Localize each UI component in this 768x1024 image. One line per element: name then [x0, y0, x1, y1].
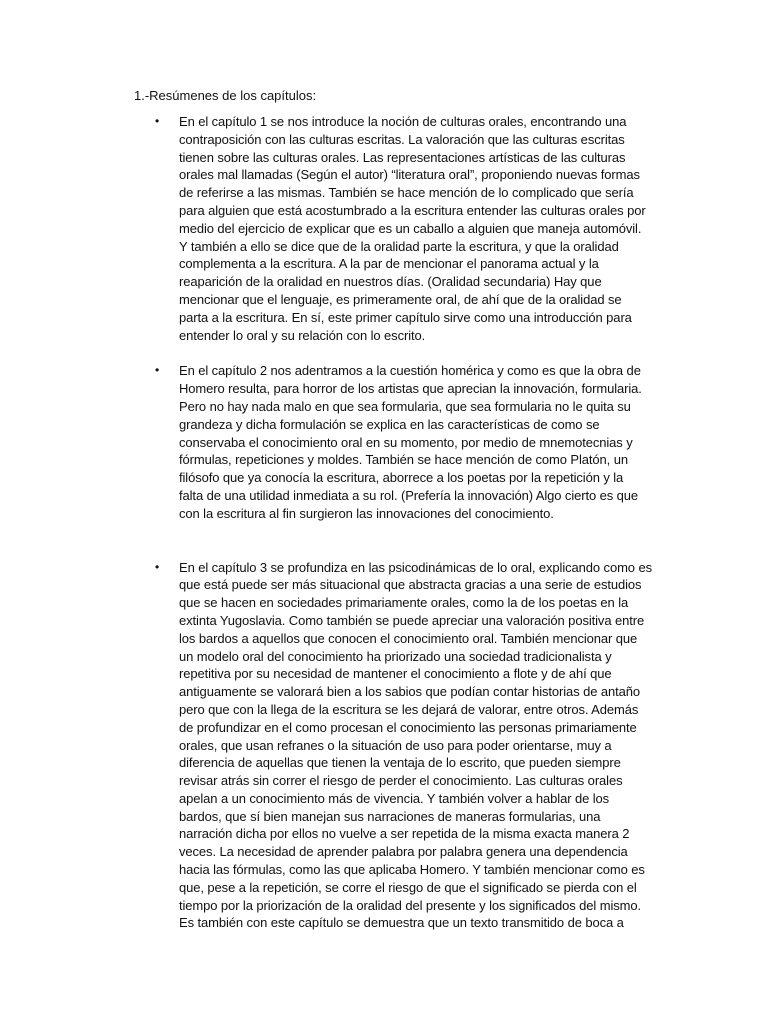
text-line: un modelo oral del conocimiento ha priorizado una sociedad tradicionalista y	[179, 648, 612, 664]
text-line: Y también a ello se dice que de la oralidad parte la escritura, y que la oralidad	[179, 238, 619, 254]
text-line: narración dicha por ellos no vuelve a ser repetida de la misma exacta manera 2	[179, 826, 630, 842]
text-line: conservaba el conocimiento oral en su momento, por medio de mnemotecnias y	[179, 434, 633, 450]
bullet-icon: •	[155, 114, 160, 128]
chapter-3-summary	[155, 559, 665, 933]
bullet-icon: •	[155, 559, 160, 574]
text-line: orales mal llamadas (Según el autor) “literatura oral”, proponiendo nuevas formas	[179, 167, 640, 183]
paragraph-text	[179, 362, 665, 522]
text-line: Es también con este capítulo se demuestra que un texto transmitido de boca a	[179, 915, 624, 931]
chapter-summary-list	[155, 113, 665, 932]
text-line: contraposición con las culturas escritas. La valoración que las culturas escritas	[179, 131, 625, 147]
text-line: fórmulas, repeticiones y moldes. También se hace mención de como Platón, un	[179, 452, 628, 468]
text-line: orales, que usan refranes o la situación de uso para poder orientarse, muy a	[179, 737, 612, 753]
text-line: de referirse a las mismas. También se hace mención de lo complicado que sería	[179, 185, 634, 201]
text-line: que se hacen en sociedades primariamente orales, como la de los poetas en la	[179, 595, 629, 611]
text-line: filósofo que ya conocía la escritura, aborrece a los poetas por la repetición y la	[179, 470, 624, 486]
text-line: grandeza y dicha formulación se explica en las características de como se	[179, 416, 600, 432]
text-line: extinta Yugoslavia. Como también se puede apreciar una valoración positiva entre	[179, 612, 645, 628]
chapter-1-summary	[155, 113, 665, 344]
text-line: reaparición de la oralidad en nuestros días. (Oralidad secundaria) Hay que	[179, 274, 602, 290]
text-line: tiempo por la priorización de la oralidad del presente y los significados del mismo.	[179, 897, 642, 913]
text-line: medio del ejercicio de explicar que es un caballo a alguien que maneja automóvil.	[179, 220, 642, 236]
text-line: revisar atrás sin correr el riesgo de perder el conocimiento. Las culturas orales	[179, 773, 623, 789]
text-line: los bardos a aquellos que conocen el conocimiento oral. También mencionar que	[179, 630, 638, 646]
text-line: de profundizar en el como procesan el conocimiento las personas primariamente	[179, 719, 637, 735]
text-line: antiguamente se valorará bien a los sabios que podían contar historias de antaño	[179, 684, 641, 700]
text-line: apelan a un conocimiento más de vivencia. Y también volver a hablar de los	[179, 790, 610, 806]
text-line: entender lo oral y su relación con lo escrito.	[179, 327, 426, 343]
text-line: repetitiva por su necesidad de mantener el conocimiento a flote y de ahí que	[179, 666, 612, 682]
text-line: Homero resulta, para horror de los artistas que aprecian la innovación, formularia.	[179, 381, 642, 397]
text-line: Pero no hay nada malo en que sea formularia, que sea formularia no le quita su	[179, 398, 631, 414]
text-line: En el capítulo 1 se nos introduce la noción de culturas orales, encontrando una	[179, 114, 627, 129]
chapter-2-summary	[155, 362, 665, 522]
text-line: complementa a la escritura. A la par de mencionar el panorama actual y la	[179, 256, 599, 272]
text-line: falta de una utilidad inmediata a su rol. (Prefería la innovación) Algo cierto es que	[179, 487, 639, 503]
text-line: tienen sobre las culturas orales. Las representaciones artísticas de las culturas	[179, 149, 626, 165]
text-line: En el capítulo 2 nos adentramos a la cuestión homérica y como es que la obra de	[179, 363, 641, 379]
text-line: que, pese a la repetición, se corre el riesgo de que el significado se pierda con el	[179, 879, 637, 895]
text-line: En el capítulo 3 se profundiza en las psicodinámicas de lo oral, explicando como es	[179, 559, 652, 575]
text-line: que está puede ser más situacional que abstracta gracias a una serie de estudios	[179, 577, 642, 593]
paragraph-text	[179, 113, 665, 344]
text-line: para alguien que está acostumbrado a la escritura entender las culturas orales por	[179, 202, 646, 218]
bullet-icon: •	[155, 363, 160, 378]
paragraph-text	[179, 559, 665, 933]
text-line: pero que con la llega de la escritura se les dejará de valorar, entre otros. Además	[179, 701, 639, 717]
section-heading: 1.-Resúmenes de los capítulos:	[134, 88, 317, 103]
text-line: veces. La necesidad de aprender palabra por palabra genera una dependencia	[179, 844, 628, 860]
text-line: con la escritura al fin surgieron las innovaciones del conocimiento.	[179, 505, 554, 521]
text-line: parta a la escritura. En sí, este primer capítulo sirve como una introducción para	[179, 309, 632, 325]
text-line: mencionar que el lenguaje, es primeramente oral, de ahí que de la oralidad se	[179, 291, 622, 307]
text-line: bardos, que sí bien manejan sus narraciones de maneras formularias, una	[179, 808, 601, 824]
text-line: diferencia de aquellas que tienen la ventaja de lo escrito, que pueden siempre	[179, 755, 621, 771]
text-line: hacia las fórmulas, como las que aplicaba Homero. Y también mencionar como es	[179, 862, 645, 878]
